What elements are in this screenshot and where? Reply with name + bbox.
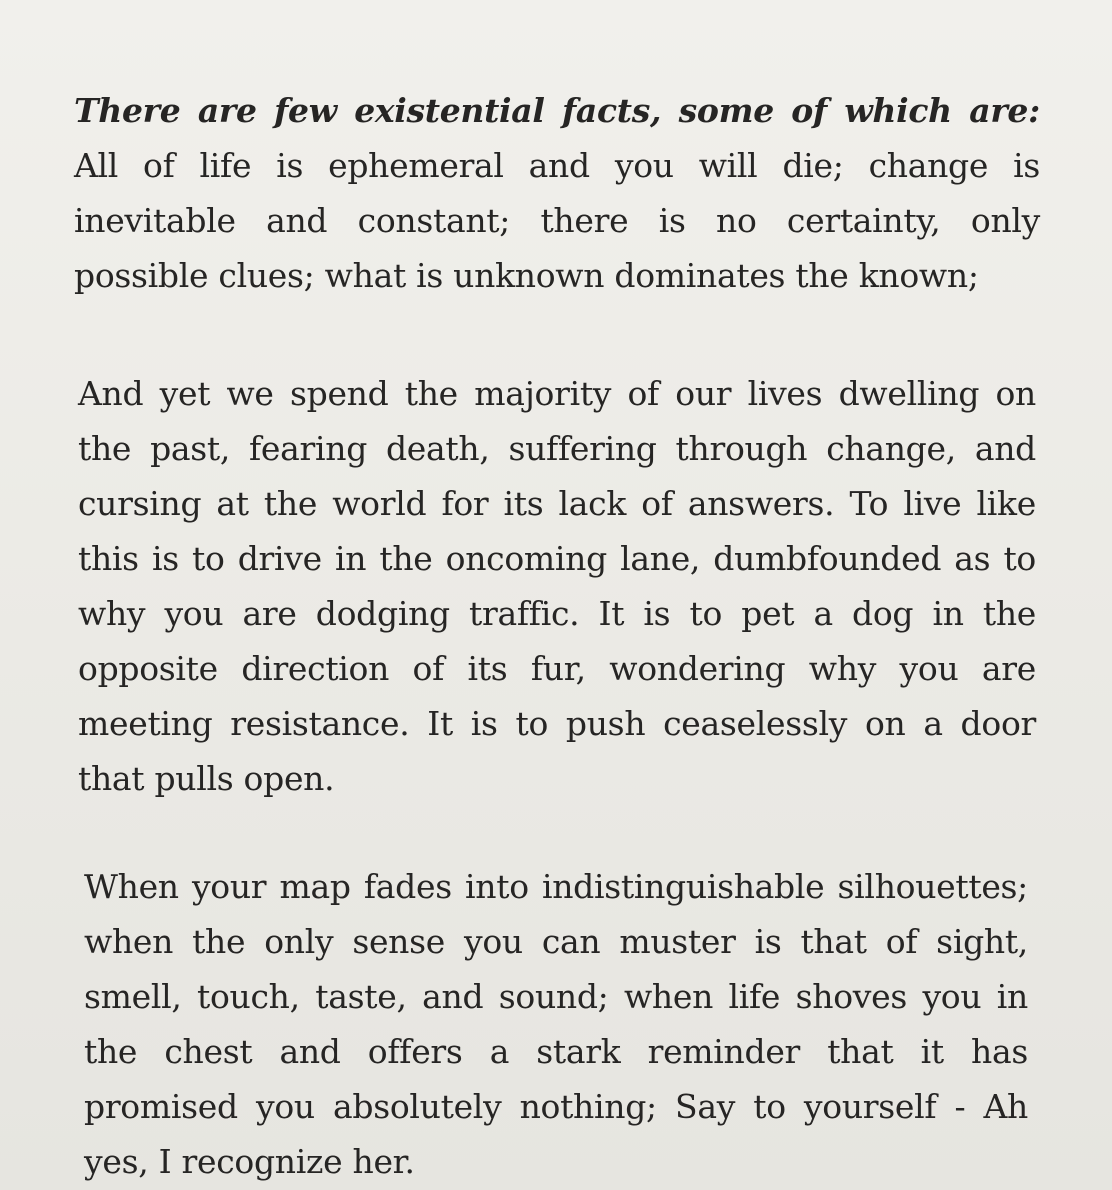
paragraph-body-text: And yet we spend the majority of our lives dwelling on the past, fearing death, suffering through change, and cursing at the world for its lack of answers. To live like this is to drive in the oncoming lane, dumbfounded as to why you are dodging traffic. It is to pet a dog in the opposite direction of its fur, wondering why you are meeting resistance. It is to push ceaselessly on a door that pulls open. (78, 374, 1036, 798)
paragraph-body-text: When your map fades into indistinguishable silhouettes; when the only sense you can muster is that of sight, smell, touch, taste, and sound; when life shoves you in the chest and offers a stark reminder that it has promised you absolutely nothing; Say to yourself - Ah yes, I recognize her. (84, 867, 1028, 1181)
paragraph-when-your-map (84, 859, 1028, 1189)
paragraph-body-text: All of life is ephemeral and you will die; change is inevitable and constant; there is no certainty, only possible clues; what is unknown dominates the known; (74, 146, 1040, 295)
paragraph-lead-phrase: There are few existential facts, some of which are: (74, 91, 1040, 130)
paragraph-and-yet (78, 366, 1036, 806)
paragraph-existential-facts (74, 83, 1040, 303)
